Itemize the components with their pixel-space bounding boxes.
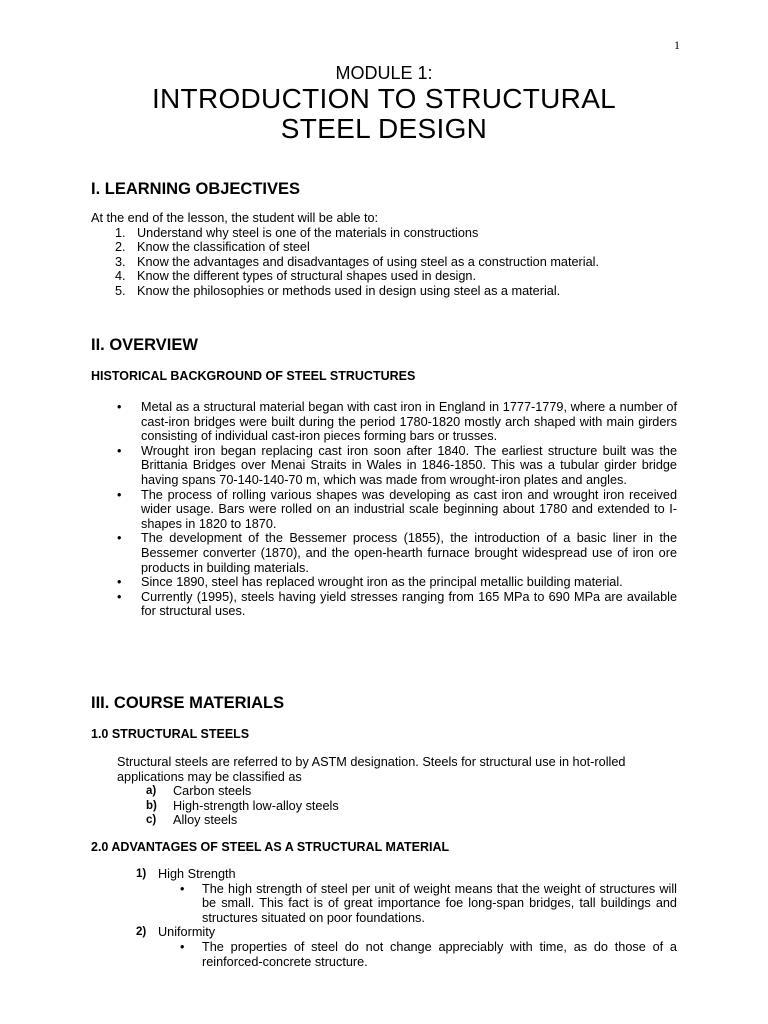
objectives-list (91, 226, 677, 299)
structural-steels-intro: Structural steels are referred to by ASTM designation. Steels for structural use in hot-rolled applications may be classified as (117, 755, 626, 784)
item-title: Uniformity (158, 925, 216, 940)
overview-heading: II. OVERVIEW (91, 336, 198, 354)
list-item (91, 240, 677, 255)
historical-background-heading: HISTORICAL BACKGROUND OF STEEL STRUCTURES (91, 369, 416, 383)
item-text: Carbon steels (173, 784, 252, 799)
learning-objectives (91, 211, 677, 299)
list-item (117, 813, 677, 828)
bullet-icon: • (180, 939, 185, 954)
list-item (117, 575, 677, 590)
list-item (91, 226, 677, 241)
bullet-icon: • (117, 400, 122, 414)
item-letter: a) (146, 785, 157, 798)
bullet-icon: • (180, 881, 185, 896)
historical-background-list (117, 400, 677, 619)
list-item (91, 255, 677, 270)
bullet-icon: • (117, 443, 122, 458)
item-detail (158, 882, 677, 926)
item-number: 5. (115, 283, 126, 298)
item-text: Wrought iron began replacing cast iron soon after 1840. The earliest structure built was the Brittania Bridges over Menai Straits in Wales in 1846-1850. This was a tubular girder bridge having spans 70-140-140-70 m, which was made from wrought-iron plates and angles. (141, 443, 677, 487)
item-text: Since 1890, steel has replaced wrought iron as the principal metallic building material. (141, 575, 623, 590)
list-item (91, 269, 677, 284)
list-item (117, 590, 677, 619)
structural-steels-heading: 1.0 STRUCTURAL STEELS (91, 727, 250, 741)
module-label: MODULE 1: (335, 63, 433, 83)
item-letter: b) (146, 799, 157, 812)
item-text: The process of rolling various shapes was developing as cast iron and wrought iron received wider usage. Bars were rolled on an industrial scale beginning about 1780 and extended to I-shapes in 1820 to 1870. (141, 487, 677, 531)
list-item (136, 867, 677, 925)
list-item (117, 400, 677, 444)
advantages-list (136, 867, 677, 969)
item-number: 2) (136, 926, 147, 939)
main-title-line-1: INTRODUCTION TO STRUCTURAL (151, 83, 617, 114)
bullet-icon: • (117, 575, 122, 590)
item-text: Know the classification of steel (137, 240, 310, 255)
item-text: Know the different types of structural shapes used in design. (137, 269, 477, 284)
item-text: The development of the Bessemer process (1855), the introduction of a basic liner in the Bessemer converter (1870), and the open-hearth furnace brought widespread use of iron ore products in building materials. (141, 531, 677, 575)
list-item (91, 284, 677, 299)
item-letter: c) (146, 814, 157, 827)
list-item (136, 925, 677, 969)
item-text: Understand why steel is one of the materials in constructions (137, 225, 479, 240)
list-item (117, 799, 677, 814)
advantages-heading: 2.0 ADVANTAGES OF STEEL AS A STRUCTURAL MATERIAL (91, 840, 450, 854)
item-number: 2. (115, 240, 126, 255)
item-text: Alloy steels (173, 813, 238, 828)
learning-objectives-heading: I. LEARNING OBJECTIVES (91, 180, 301, 198)
item-detail (158, 940, 677, 969)
item-text: Know the advantages and disadvantages of using steel as a construction material. (137, 254, 599, 269)
list-item (117, 444, 677, 488)
detail-text: The high strength of steel per unit of weight means that the weight of structures will be small. This fact is of great importance foe long-span bridges, tall buildings and structures situated on poor foundations. (202, 881, 677, 925)
list-item (117, 531, 677, 575)
steel-classification-list (117, 784, 677, 828)
item-text: Metal as a structural material began with cast iron in England in 1777-1779, where a number of cast-iron bridges were built during the period 1780-1820 mostly arch shaped with main girders consisting of individual cast-iron pieces forming bars or trusses. (141, 400, 677, 444)
page-number: 1 (674, 38, 680, 52)
title-block (0, 62, 768, 144)
item-number: 4. (115, 269, 126, 284)
item-number: 3. (115, 254, 126, 269)
structural-steels-section (117, 755, 677, 828)
course-materials-heading: III. COURSE MATERIALS (91, 694, 285, 712)
item-text: Know the philosophies or methods used in design using steel as a material. (137, 283, 561, 298)
bullet-icon: • (117, 487, 122, 502)
bullet-icon: • (117, 531, 122, 546)
item-number: 1. (115, 225, 126, 240)
detail-text: The properties of steel do not change appreciably with time, as do those of a reinforced-concrete structure. (202, 939, 677, 969)
list-item (117, 784, 677, 799)
list-item (117, 488, 677, 532)
item-text: High-strength low-alloy steels (173, 798, 339, 813)
item-text: Currently (1995), steels having yield stresses ranging from 165 MPa to 690 MPa are available for structural uses. (141, 589, 677, 619)
item-number: 1) (136, 868, 147, 880)
objectives-intro: At the end of the lesson, the student will be able to: (91, 211, 379, 225)
main-title-line-2: STEEL DESIGN (280, 113, 488, 144)
item-title: High Strength (158, 867, 236, 881)
bullet-icon: • (117, 589, 122, 604)
